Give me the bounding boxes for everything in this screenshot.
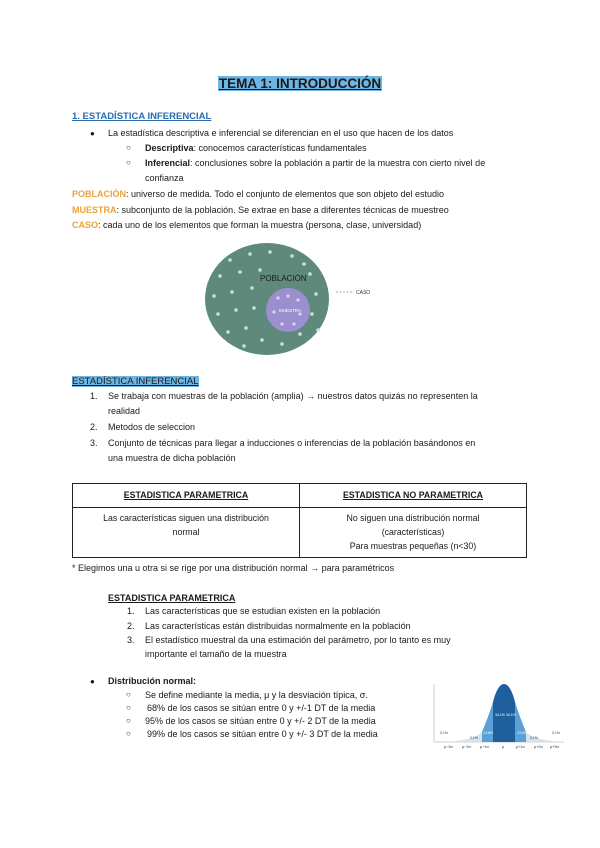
table-row bbox=[73, 508, 527, 558]
pct-label-right-2sd: 13.6% bbox=[517, 731, 527, 735]
list-item-continuation: una muestra de dicha población bbox=[108, 453, 236, 463]
list-number: 3. bbox=[90, 438, 98, 448]
table-header-parametrica: ESTADISTICA PARAMETRICA bbox=[73, 484, 300, 508]
table-cell-parametrica: Las características siguen una distribución normal bbox=[73, 508, 300, 558]
table-header-no-parametrica: ESTADISTICA NO PARAMETRICA bbox=[300, 484, 527, 508]
circle-bullet-icon: ○ bbox=[126, 703, 131, 712]
list-item: Conjunto de técnicas para llegar a inducciones o inferencias de la población basándonos en bbox=[108, 438, 476, 448]
list-number: 1. bbox=[127, 606, 135, 616]
list-number: 3. bbox=[127, 635, 135, 645]
list-item: 95% de los casos se sitúan entre 0 y +/- 2 DT de la media bbox=[145, 716, 376, 726]
list-number: 2. bbox=[127, 621, 135, 631]
list-item: 99% de los casos se sitúan entre 0 y +/- 3 DT de la media bbox=[147, 729, 378, 739]
table-header-row bbox=[73, 484, 527, 508]
section-heading-estadistica-parametrica: ESTADISTICA PARAMETRICA bbox=[108, 593, 236, 603]
axis-tick-label: μ+3σ bbox=[550, 745, 559, 749]
list-item: Se define mediante la media, μ y la desviación típica, σ. bbox=[145, 690, 368, 700]
population-circle bbox=[205, 243, 329, 355]
bullet-icon: ● bbox=[90, 677, 95, 686]
list-item: Se trabaja con muestras de la población (amplia) → nuestros datos quizás no representen la bbox=[108, 391, 478, 401]
poblacion-label: POBLACIÓN bbox=[260, 274, 307, 283]
footnote: * Elegimos una u otra si se rige por una distribución normal → para paramétricos bbox=[72, 563, 395, 573]
axis-tick-label: μ−3σ bbox=[444, 745, 453, 749]
comparison-table bbox=[72, 483, 527, 558]
list-item: La estadística descriptiva e inferencial se diferencian en el uso que hacen de los datos bbox=[108, 128, 454, 138]
section-heading-distribucion-normal: Distribución normal: bbox=[108, 676, 197, 686]
pct-label-left-2sd: 13.6% bbox=[483, 731, 493, 735]
definition-muestra: MUESTRA: subconjunto de la población. Se extrae en base a diferentes técnicas de muestreo bbox=[72, 205, 449, 215]
circle-bullet-icon: ○ bbox=[126, 729, 131, 738]
pct-label-left-3sd: 2.1% bbox=[470, 736, 478, 740]
section-heading-estadistica-inferencial: 1. ESTADÍSTICA INFERENCIAL bbox=[72, 111, 212, 122]
table-cell-no-parametrica: No siguen una distribución normal (características) Para muestras pequeñas (n<30) bbox=[300, 508, 527, 558]
caso-label: CASO bbox=[356, 290, 371, 296]
axis-tick-label: μ+2σ bbox=[534, 745, 543, 749]
bullet-icon: ● bbox=[90, 129, 95, 138]
list-item: Las características están distribuidas normalmente en la población bbox=[145, 621, 411, 631]
list-number: 1. bbox=[90, 391, 98, 401]
muestra-label: MUESTRA bbox=[279, 308, 302, 313]
pct-label-left-tail: 0.1% bbox=[440, 731, 448, 735]
axis-tick-label: μ bbox=[502, 745, 505, 749]
pct-label-right-tail: 0.1% bbox=[552, 731, 560, 735]
pct-label-right-1sd: 34.1% bbox=[506, 713, 516, 717]
population-sample-diagram bbox=[200, 240, 380, 360]
list-item-continuation: realidad bbox=[108, 406, 141, 416]
circle-bullet-icon: ○ bbox=[126, 690, 131, 699]
section-heading-estadistica-inferencial-2: ESTADÍSTICA INFERENCIAL bbox=[72, 376, 199, 387]
list-number: 2. bbox=[90, 422, 98, 432]
definition-caso: CASO: cada uno de los elementos que forman la muestra (persona, clase, universidad) bbox=[72, 220, 422, 230]
list-item: Las características que se estudian existen en la población bbox=[145, 606, 381, 616]
list-item: Inferencial: conclusiones sobre la población a partir de la muestra con cierto nivel de bbox=[145, 158, 486, 168]
list-item: Descriptiva: conocemos características fundamentales bbox=[145, 143, 367, 153]
definition-poblacion: POBLACIÓN: universo de medida. Todo el conjunto de elementos que son objeto del estudio bbox=[72, 189, 445, 199]
axis-tick-label: μ+1σ bbox=[516, 745, 525, 749]
page-title: TEMA 1: INTRODUCCIÓN bbox=[218, 76, 382, 91]
pct-label-left-1sd: 34.1% bbox=[495, 713, 505, 717]
circle-bullet-icon: ○ bbox=[126, 158, 131, 167]
axis-tick-label: μ−2σ bbox=[462, 745, 471, 749]
list-item-continuation: confianza bbox=[145, 173, 184, 183]
region-2sd-right bbox=[515, 702, 526, 742]
axis-tick-label: μ−1σ bbox=[480, 745, 489, 749]
list-item-continuation: importante el tamaño de la muestra bbox=[145, 649, 287, 659]
list-item: 68% de los casos se sitúan entre 0 y +/-1 DT de la media bbox=[147, 703, 376, 713]
circle-bullet-icon: ○ bbox=[126, 716, 131, 725]
pct-label-right-3sd: 2.1% bbox=[530, 736, 538, 740]
list-item: El estadístico muestral da una estimación del parámetro, por lo tanto es muy bbox=[145, 635, 451, 645]
circle-bullet-icon: ○ bbox=[126, 143, 131, 152]
region-2sd-left bbox=[482, 702, 493, 742]
list-item: Metodos de seleccion bbox=[108, 422, 196, 432]
normal-distribution-chart bbox=[424, 682, 566, 754]
